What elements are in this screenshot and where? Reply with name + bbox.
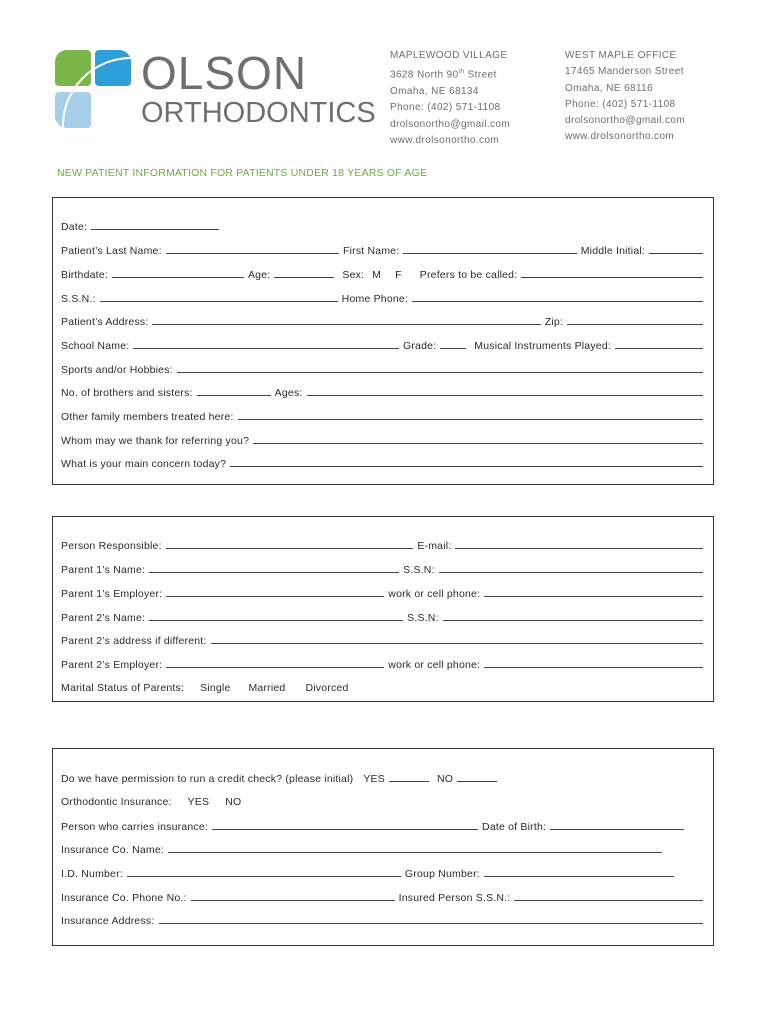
date-field[interactable] xyxy=(91,220,219,230)
home-phone-label: Home Phone: xyxy=(341,293,409,305)
credit-no-initial-field[interactable] xyxy=(457,772,497,782)
ortho-insurance-no-option[interactable]: NO xyxy=(225,796,242,808)
date-label: Date: xyxy=(61,221,88,233)
birthdate-label: Birthdate: xyxy=(61,269,108,281)
middle-initial-label: Middle Initial: xyxy=(580,245,646,257)
office-web[interactable]: www.drolsonortho.com xyxy=(390,134,500,146)
id-group-row xyxy=(61,867,703,880)
parent2-address-row xyxy=(61,634,703,647)
insured-ssn-field[interactable] xyxy=(514,891,703,901)
prefers-field[interactable] xyxy=(521,268,703,278)
parent1-employer-row xyxy=(61,587,703,600)
parent1-employer-label: Parent 1’s Employer: xyxy=(61,588,163,600)
credit-yes-initial-field[interactable] xyxy=(389,772,429,782)
sex-label: Sex: xyxy=(342,269,365,281)
ortho-insurance-yes-option[interactable]: YES xyxy=(187,796,210,808)
address-field[interactable] xyxy=(152,315,540,325)
zip-label: Zip: xyxy=(544,316,563,328)
office-city: Omaha, NE 68116 xyxy=(565,82,654,94)
family-treated-label: Other family members treated here: xyxy=(61,411,234,423)
insurance-phone-field[interactable] xyxy=(191,891,395,901)
person-responsible-field[interactable] xyxy=(166,539,414,549)
parent2-address-field[interactable] xyxy=(211,634,703,644)
ssn-label: S.S.N.: xyxy=(61,293,96,305)
marital-status-label: Marital Status of Parents: xyxy=(61,682,185,694)
insurance-address-field[interactable] xyxy=(159,914,704,924)
office-maplewood xyxy=(390,48,510,149)
logo-name-bottom: ORTHODONTICS xyxy=(141,97,376,129)
responsible-party-section xyxy=(52,516,714,702)
parent2-phone-label: work or cell phone: xyxy=(388,659,481,671)
first-name-label: First Name: xyxy=(342,245,400,257)
family-treated-row xyxy=(61,410,703,423)
parent2-address-label: Parent 2’s address if different: xyxy=(61,635,207,647)
patient-info-section xyxy=(52,197,714,485)
sports-field[interactable] xyxy=(177,363,703,373)
parent2-employer-row xyxy=(61,658,703,671)
group-number-label: Group Number: xyxy=(404,868,480,880)
prefers-label: Prefers to be called: xyxy=(419,269,518,281)
office-city: Omaha, NE 68134 xyxy=(390,85,479,97)
insured-ssn-label: Insured Person S.S.N.: xyxy=(398,892,511,904)
last-name-field[interactable] xyxy=(166,244,339,254)
first-name-field[interactable] xyxy=(403,244,576,254)
carrier-field[interactable] xyxy=(212,820,478,830)
age-label: Age: xyxy=(247,269,271,281)
credit-no-label: NO xyxy=(436,773,454,785)
birthdate-row xyxy=(61,268,703,281)
insurance-phone-label: Insurance Co. Phone No.: xyxy=(61,892,187,904)
carrier-row xyxy=(61,820,703,833)
insurance-co-name-field[interactable] xyxy=(168,843,662,853)
sports-row xyxy=(61,363,703,376)
dob-label: Date of Birth: xyxy=(482,821,547,833)
siblings-field[interactable] xyxy=(197,386,271,396)
office-phone: Phone: (402) 571-1108 xyxy=(390,102,501,114)
marital-status-row xyxy=(61,682,703,694)
credit-yes-label: YES xyxy=(363,773,385,785)
parent2-phone-field[interactable] xyxy=(484,658,703,668)
parent1-name-field[interactable] xyxy=(149,563,399,573)
last-name-label: Patient’s Last Name: xyxy=(61,245,162,257)
ages-field[interactable] xyxy=(307,386,703,396)
marital-married-option[interactable]: Married xyxy=(248,682,286,694)
instruments-field[interactable] xyxy=(615,339,703,349)
address-label: Patient’s Address: xyxy=(61,316,149,328)
parent1-employer-field[interactable] xyxy=(166,587,384,597)
insurance-address-label: Insurance Address: xyxy=(61,915,155,927)
credit-check-row xyxy=(61,772,703,785)
person-responsible-row xyxy=(61,539,703,552)
home-phone-field[interactable] xyxy=(412,292,703,302)
concern-label: What is your main concern today? xyxy=(61,458,227,470)
siblings-label: No. of brothers and sisters: xyxy=(61,387,193,399)
address-row xyxy=(61,315,703,328)
school-field[interactable] xyxy=(133,339,399,349)
id-number-label: I.D. Number: xyxy=(61,868,123,880)
logo-arc-icon xyxy=(55,50,133,130)
ssn-field[interactable] xyxy=(100,292,338,302)
ortho-insurance-label: Orthodontic Insurance: xyxy=(61,796,172,808)
parent1-phone-label: work or cell phone: xyxy=(388,588,481,600)
date-row xyxy=(61,220,703,233)
sex-m-option[interactable]: M xyxy=(372,269,382,281)
age-field[interactable] xyxy=(274,268,334,278)
family-treated-field[interactable] xyxy=(238,410,703,420)
email-label: E-mail: xyxy=(417,540,452,552)
logo-name-top: OLSON xyxy=(141,47,308,99)
insurance-section xyxy=(52,748,714,946)
parent2-employer-label: Parent 2’s Employer: xyxy=(61,659,163,671)
parent2-name-field[interactable] xyxy=(149,611,403,621)
dob-field[interactable] xyxy=(550,820,684,830)
parent1-name-label: Parent 1’s Name: xyxy=(61,564,146,576)
parent2-name-row xyxy=(61,611,703,624)
group-number-field[interactable] xyxy=(484,867,674,877)
referral-field[interactable] xyxy=(253,434,703,444)
parent2-ssn-label: S.S.N: xyxy=(407,612,439,624)
office-west-maple xyxy=(565,48,685,146)
office-email[interactable]: drolsonortho@gmail.com xyxy=(565,115,686,127)
parent1-ssn-label: S.S.N: xyxy=(403,564,435,576)
office-phone: Phone: (402) 571-1108 xyxy=(565,98,676,110)
school-row xyxy=(61,339,703,352)
email-field[interactable] xyxy=(455,539,703,549)
office-email[interactable]: drolsonortho@gmail.com xyxy=(390,118,511,130)
insurance-co-name-label: Insurance Co. Name: xyxy=(61,844,165,856)
marital-single-option[interactable]: Single xyxy=(200,682,231,694)
office-street: 17465 Manderson Street xyxy=(565,66,684,78)
instruments-label: Musical Instruments Played: xyxy=(474,340,611,352)
office-street: 3628 North 90th Street xyxy=(390,69,497,81)
logo xyxy=(55,47,376,132)
credit-check-label: Do we have permission to run a credit check? (please initial) xyxy=(61,773,354,785)
sex-f-option[interactable]: F xyxy=(395,269,402,281)
grade-field[interactable] xyxy=(440,339,466,349)
insurance-phone-row xyxy=(61,891,703,904)
insurance-address-row xyxy=(61,914,703,927)
middle-initial-field[interactable] xyxy=(649,244,703,254)
parent2-name-label: Parent 2’s Name: xyxy=(61,612,146,624)
ortho-insurance-row xyxy=(61,796,703,808)
school-label: School Name: xyxy=(61,340,130,352)
birthdate-field[interactable] xyxy=(112,268,244,278)
ages-label: Ages: xyxy=(274,387,303,399)
parent1-phone-field[interactable] xyxy=(484,587,703,597)
id-number-field[interactable] xyxy=(127,867,401,877)
insurance-co-name-row xyxy=(61,843,703,856)
referral-label: Whom may we thank for referring you? xyxy=(61,435,250,447)
carrier-label: Person who carries insurance: xyxy=(61,821,209,833)
grade-label: Grade: xyxy=(402,340,437,352)
ssn-row xyxy=(61,292,703,305)
concern-field[interactable] xyxy=(230,457,703,467)
sports-label: Sports and/or Hobbies: xyxy=(61,364,173,376)
parent1-name-row xyxy=(61,563,703,576)
logo-mark xyxy=(55,50,133,130)
person-responsible-label: Person Responsible: xyxy=(61,540,162,552)
form-heading: NEW PATIENT INFORMATION FOR PATIENTS UNDER 18 YEARS OF AGE xyxy=(57,167,428,179)
name-row xyxy=(61,244,703,257)
parent2-ssn-field[interactable] xyxy=(443,611,703,621)
referral-row xyxy=(61,434,703,447)
parent2-employer-field[interactable] xyxy=(166,658,384,668)
concern-row xyxy=(61,457,703,470)
office-name: WEST MAPLE OFFICE xyxy=(565,50,677,61)
parent1-ssn-field[interactable] xyxy=(439,563,703,573)
zip-field[interactable] xyxy=(567,315,703,325)
office-name: MAPLEWOOD VILLAGE xyxy=(390,50,508,61)
marital-divorced-option[interactable]: Divorced xyxy=(305,682,349,694)
siblings-row xyxy=(61,386,703,399)
office-web[interactable]: www.drolsonortho.com xyxy=(565,131,675,143)
